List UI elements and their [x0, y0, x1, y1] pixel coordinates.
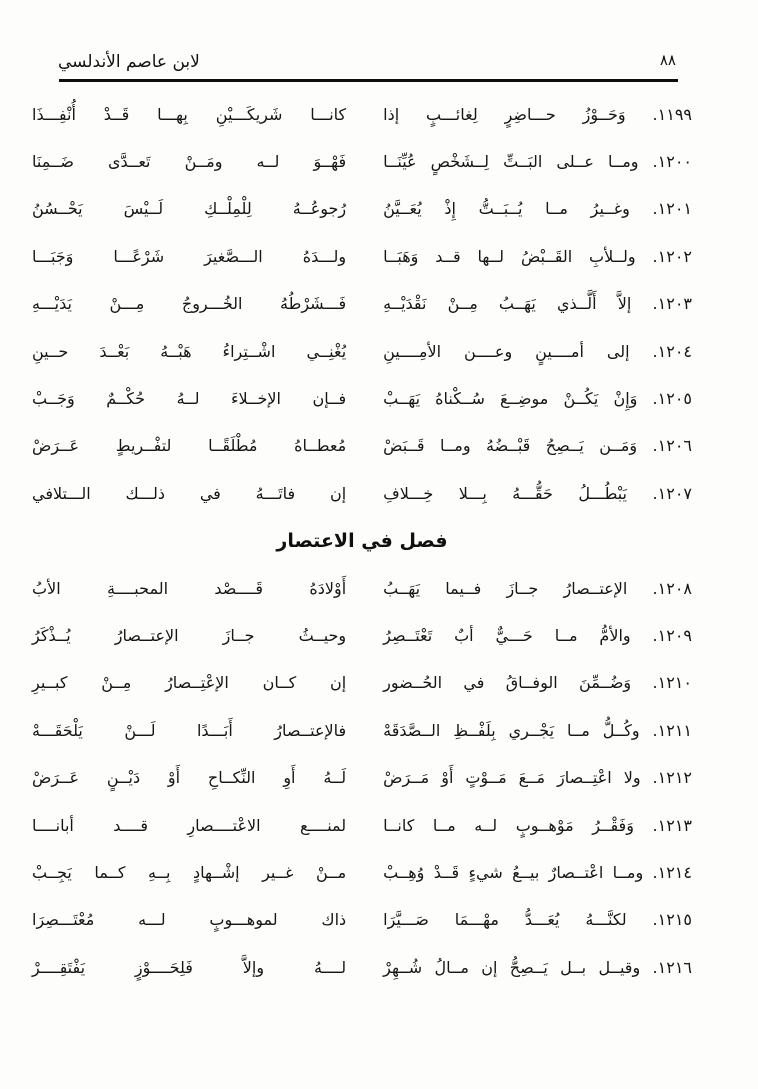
verse-number: ١٢١٥.	[652, 910, 693, 930]
first-hemistich	[383, 152, 692, 172]
verse-row	[32, 565, 692, 612]
verse-number: ١٢٠٦.	[652, 436, 693, 456]
second-hemistich	[32, 816, 346, 836]
second-hemistich-text: لــــهُ وإلاَّ فَلِحَــــوْزٍ يَفْتَقِــــرْ	[32, 957, 347, 977]
verse-number: ١٢٠٧.	[652, 483, 692, 503]
verse-number: ١٢١١.	[652, 720, 693, 740]
verse-number: ١٢٠٢.	[652, 246, 692, 266]
page-header	[0, 0, 758, 90]
verse-number: ١٢١٦.	[652, 957, 692, 977]
first-hemistich	[383, 673, 692, 693]
verse-row	[32, 328, 692, 375]
verse-number: ١٢٠٥.	[652, 389, 692, 409]
second-hemistich	[32, 910, 346, 930]
first-hemistich-text: ولــلأبِ القَــبْضُ لــها قــد وَهَبَــا	[383, 246, 636, 266]
second-hemistich-text: فَـــشَرْطُهُ الخُـــروجُ مِـــنْ يَدَيْـــهِ	[32, 294, 347, 314]
second-hemistich	[32, 152, 346, 172]
first-hemistich	[383, 105, 692, 125]
verse-number: ١٢١٢.	[652, 768, 692, 788]
first-hemistich-text: وَضُــمِّنَ الوفــاقُ في الحُــضور	[383, 673, 632, 693]
first-hemistich	[383, 626, 692, 646]
second-hemistich-text: رُجوعُــهُ لِلْمِلْــكِ لَــيْسَ يَحْــسُنُ	[32, 199, 347, 219]
first-hemistich-text: ولا اعْتِــصارَ مَــعَ مَــوْتٍ أَوْ مَــرَضْ	[383, 768, 641, 788]
verse-row	[32, 470, 692, 517]
verse-row	[32, 138, 692, 185]
verse-row	[32, 707, 692, 754]
second-hemistich-text: كانـــا شَريكَـــيْنِ بِهـــا قَــدْ أُنْفِـــذَا	[32, 104, 347, 124]
first-hemistich	[383, 816, 692, 836]
verse-row	[32, 375, 692, 422]
verse-number: ١٢٠٤.	[652, 341, 692, 361]
second-hemistich-text: ذاك لموهـــوبٍ لـــه مُعْتَـــصِرَا	[32, 910, 347, 930]
verse-row	[32, 802, 692, 849]
first-hemistich-text: ومــا اعْتــصارٌ بيــعُ شيءٍ قَــدْ وُهِــبْ	[383, 862, 644, 882]
first-hemistich-text: وكُــلُّ مــا يَجْــري بِلَفْــظِ الــصَّدَقَهْ	[383, 720, 640, 740]
first-hemistich-text: إلاَّ أَلَّــذي يَهَــبُ مِــنْ نَقْدَيْــهِ	[383, 294, 632, 314]
second-hemistich-text: مــنْ غــير إشْــهادٍ بِــهِ كــما يَجِــبْ	[32, 862, 347, 882]
verse-number: ١٢١٠.	[652, 673, 692, 693]
first-hemistich	[383, 342, 692, 362]
second-hemistich-text: ولـــدَهُ الـــصَّغيرَ شَرْعًـــا وَجَبَـــا	[32, 246, 347, 266]
second-hemistich-text: لَــهُ أَوِ النِّكــاحِ أَوْ دَيْــنٍ عَــرَضْ	[32, 768, 347, 788]
verse-row	[32, 91, 692, 138]
second-hemistich-text: أَوْلادَهُ قَــــصْد المحبــــةِ الأبُ	[32, 578, 347, 598]
second-hemistich	[32, 768, 346, 788]
verse-row	[32, 186, 692, 233]
verse-row	[32, 612, 692, 659]
first-hemistich-text: وَإِنْ يَكُــنْ موضِــعَ سُــكْناهُ يَهَــبْ	[383, 389, 638, 409]
verse-number: ١١٩٩.	[652, 104, 692, 124]
first-hemistich-text: يَبْطُـــلُ حَقُّـــهُ بِـــلا خِـــلافِ	[383, 483, 628, 503]
first-hemistich-text: وغــيرُ مــا يُــبَــتُّ إِذْ يُعَــيَّنُ	[383, 199, 630, 219]
verse-number: ١٢٠٨.	[652, 578, 692, 598]
verse-number: ١٢٠١.	[652, 199, 692, 219]
verse-number: ١٢١٣.	[652, 815, 692, 835]
second-hemistich	[32, 579, 346, 599]
second-hemistich-text: إن كــان الإعْتِــصارُ مِــنْ كبــيرِ	[32, 673, 347, 693]
first-hemistich	[383, 436, 692, 456]
book-title: لابن عاصم الأندلسي	[58, 52, 200, 72]
verse-number: ١٢٠٩.	[652, 625, 692, 645]
first-hemistich-text: وقيــل بــل يَــصِحُّ إن مــالُ شُــهِرْ	[383, 957, 641, 977]
second-hemistich	[32, 721, 346, 741]
second-hemistich-text: لمنــــع الاعْتــــصارِ قــــد أبانــــا	[32, 815, 347, 835]
verse-row	[32, 754, 692, 801]
second-hemistich	[32, 389, 346, 409]
verse-number: ١٢٠٠.	[652, 152, 692, 172]
verse-number: ١٢٠٣.	[652, 294, 692, 314]
second-hemistich	[32, 342, 346, 362]
second-hemistich	[32, 294, 346, 314]
first-hemistich	[383, 389, 692, 409]
second-hemistich	[32, 626, 346, 646]
verse-row	[32, 233, 692, 280]
second-hemistich	[32, 958, 346, 978]
first-hemistich-text: الإعتــصارُ جــازَ فــيما يَهَــبُ	[383, 578, 628, 598]
second-hemistich-text: إن فاتَـــهُ في ذلـــك الـــتلافي	[32, 483, 347, 503]
second-hemistich	[32, 863, 346, 883]
page-number: ٨٨	[659, 51, 676, 69]
second-hemistich-text: فــإن الإخــلاءَ لــهُ حُكْــمٌ وَجَــبْ	[32, 389, 347, 409]
first-hemistich	[383, 484, 692, 504]
second-hemistich-text: يُغْنِــي اشْــتِراءُ هَبْــهُ بَعْــدَ حــينِ	[32, 341, 347, 361]
verse-row	[32, 660, 692, 707]
verse-row	[32, 944, 692, 991]
verse-row	[32, 281, 692, 328]
first-hemistich	[383, 199, 692, 219]
second-hemistich	[32, 673, 346, 693]
first-hemistich-text: وَفَقْــرُ مَوْهــوبٍ لــه مــا كانــا	[383, 815, 634, 835]
first-hemistich	[383, 863, 692, 883]
verse-row	[32, 423, 692, 470]
first-hemistich	[383, 910, 692, 930]
first-hemistich	[383, 294, 692, 314]
second-hemistich	[32, 105, 346, 125]
first-hemistich-text: وَمَــن يَــصِحُ قَبْــضُهُ ومــا قَــبَضْ	[383, 436, 638, 456]
verse-row	[32, 849, 692, 896]
verses-content	[32, 91, 692, 991]
first-hemistich-text: والأمُّ مــا حَـــيٌّ أبٌ تَعْتَــصِرُ	[383, 625, 631, 645]
first-hemistich-text: لكنَّـــهُ يُعَـــدُّ مهْـــمَا صَـــيَّرَا	[383, 910, 627, 930]
first-hemistich	[383, 768, 692, 788]
second-hemistich	[32, 484, 346, 504]
first-hemistich-text: ومــا عــلى البَــتِّ لِــشَخْصٍ عُيِّنَــا	[383, 152, 639, 172]
second-hemistich-text: وحيــثُ جــازَ الإعتــصارُ يُــذْكَرُ	[32, 625, 347, 645]
second-hemistich	[32, 247, 346, 267]
second-hemistich-text: فَهْــوَ لــه ومَــنْ تَعــدَّى ضَــمِنَا	[32, 152, 347, 172]
first-hemistich-text: وَحَــوْزُ حـــاضِرٍ لِغائـــبٍ إذا	[383, 104, 626, 124]
first-hemistich-text: إلى أمــــينٍ وعــــن الأمِــــينِ	[383, 341, 630, 361]
verse-row	[32, 897, 692, 944]
verse-number: ١٢١٤.	[652, 862, 692, 882]
second-hemistich	[32, 199, 346, 219]
section-heading: فصل في الاعتصار	[276, 529, 448, 552]
second-hemistich	[32, 436, 346, 456]
first-hemistich	[383, 958, 692, 978]
first-hemistich	[383, 247, 692, 267]
second-hemistich-text: مُعطــاهُ مُطْلَقًــا لتفْــريطٍ عَــرَضْ	[32, 436, 347, 456]
first-hemistich	[383, 579, 692, 599]
first-hemistich	[383, 721, 692, 741]
second-hemistich-text: فالإعتــصارُ أَبَـــدًا لَـــنْ يَلْحَقَـــهْ	[32, 720, 347, 740]
header-rule	[59, 79, 678, 82]
